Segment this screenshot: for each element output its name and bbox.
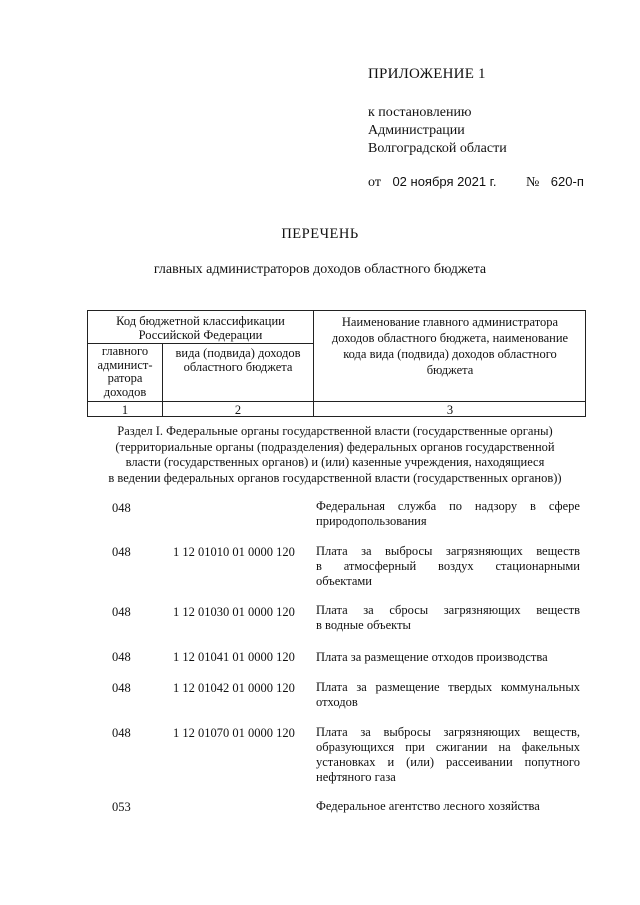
section-heading: Раздел I. Федеральные органы государственной власти (государственные органы) (территориальные органы (подразделения) федеральных органов государственной власти (государственных органов) и (или) казенные учреждения, находящиеся в ведении федеральных органов государственной власти (государственных органов)) <box>108 424 562 485</box>
resolution-line-1: к постановлению <box>368 105 472 120</box>
table-header <box>87 310 586 417</box>
document-title: ПЕРЕЧЕНЬ <box>281 226 359 242</box>
income-type-column-header: вида (подвида) доходов областного бюджета <box>175 346 301 374</box>
admin-code: 048 <box>112 650 131 664</box>
col-number-3: 3 <box>446 403 454 417</box>
resolution-line-2: Администрации <box>368 123 465 138</box>
kbk-code: 1 12 01041 01 0000 120 <box>173 650 295 664</box>
admin-code: 048 <box>112 501 131 515</box>
kbk-code: 1 12 01030 01 0000 120 <box>173 605 295 619</box>
date-number-line <box>368 174 584 191</box>
col-number-1: 1 <box>121 403 129 417</box>
row-name: Плата за выбросы загрязняющих веществ, образующихся при сжигании на факельных установках и (или) рассеивании попутного нефтяного газа <box>316 725 580 784</box>
date-value: 02 ноября 2021 г. <box>392 174 497 189</box>
admin-code: 048 <box>112 545 131 559</box>
row-name: Плата за размещение отходов производства <box>316 650 548 664</box>
row-name: Плата за выбросы загрязняющих веществ в атмосферный воздух стационарными объектами <box>316 544 580 588</box>
kbk-code: 1 12 01042 01 0000 120 <box>173 681 295 695</box>
admin-column-header: главного админист- ратора доходов <box>97 344 153 399</box>
resolution-line-3: Волгоградской области <box>368 141 507 156</box>
col-number-2: 2 <box>234 403 242 417</box>
row-name: Федеральное агентство лесного хозяйства <box>316 799 540 813</box>
row-name: Плата за сбросы загрязняющих веществ в водные объекты <box>316 603 580 632</box>
admin-code: 053 <box>112 800 131 814</box>
admin-code: 048 <box>112 605 131 619</box>
kbk-code: 1 12 01010 01 0000 120 <box>173 545 295 559</box>
document-subtitle: главных администраторов доходов областного бюджета <box>153 262 487 277</box>
kbk-group-header: Код бюджетной классификации Российской Федерации <box>116 314 285 342</box>
admin-code: 048 <box>112 681 131 695</box>
name-column-header: Наименование главного администратора доходов областного бюджета, наименование кода вида (подвида) доходов областного бюджета <box>331 315 569 377</box>
number-prefix: № <box>525 175 540 190</box>
row-name: Федеральная служба по надзору в сфере природопользования <box>316 499 580 528</box>
number-value: 620-п <box>550 174 584 189</box>
kbk-code: 1 12 01070 01 0000 120 <box>173 726 295 740</box>
appendix-heading: ПРИЛОЖЕНИЕ 1 <box>368 66 486 82</box>
row-name: Плата за размещение твердых коммунальных отходов <box>316 680 580 709</box>
admin-code: 048 <box>112 726 131 740</box>
date-prefix: от <box>368 175 381 190</box>
